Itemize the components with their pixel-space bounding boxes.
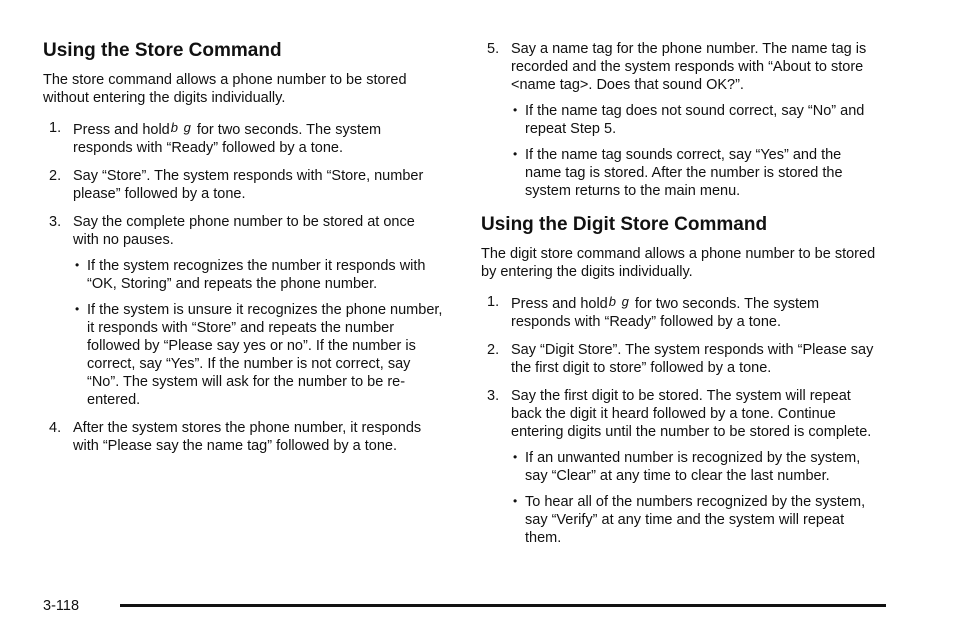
bullet-item: • If an unwanted number is recognized by the system, say “Clear” at any time to clear the last number.: [513, 449, 861, 484]
step-number: 2.: [487, 341, 500, 358]
digit-step-3: [481, 387, 881, 547]
bullet-icon: •: [75, 257, 80, 272]
page-number: 3-118: [43, 598, 80, 614]
bullet-item: • If the system is unsure it recognizes the phone number, it responds with “Store” and repeats the number followed by “Please say yes or no”. If the number is correct, say “Yes”. If the number is not correct, say “No”. The system will ask for the number to be re-entered.: [75, 301, 443, 408]
step-text: Press and hold: [73, 121, 170, 138]
bullet-item: • If the name tag does not sound correct, say “No” and repeat Step 5.: [513, 103, 865, 137]
footer-rule: [120, 604, 886, 607]
section-heading-digit-store: Using the Digit Store Command: [481, 214, 768, 235]
step-5-bullets: [511, 102, 881, 200]
digit-store-intro: The digit store command allows a phone number to be stored by entering the digits individually.: [481, 245, 876, 280]
step-number: 1.: [49, 119, 62, 136]
step-number: 3.: [49, 213, 62, 230]
step-number: 3.: [487, 387, 500, 404]
bullet-item: • If the system recognizes the number it responds with “OK, Storing” and repeats the phone number.: [75, 257, 426, 292]
step-text: Say “Digit Store”. The system responds with “Please say the first digit to store” followed by a tone.: [511, 341, 874, 376]
store-step-3: [43, 213, 443, 409]
bullet-item: • To hear all of the numbers recognized by the system, say “Verify” at any time and the system will repeat them.: [513, 493, 866, 546]
step-text: Say a name tag for the phone number. The name tag is recorded and the system responds with “About to store <name tag>. Does that sound OK?”.: [511, 41, 867, 93]
store-steps-continued: [481, 40, 881, 200]
store-steps: [43, 119, 443, 455]
digit-step-2: [481, 341, 881, 377]
bullet-icon: •: [513, 493, 518, 508]
step-text: Say “Store”. The system responds with “Store, number please” followed by a tone.: [73, 167, 424, 202]
store-step-1: [43, 119, 443, 157]
bullet-icon: •: [513, 449, 518, 464]
bullet-icon: •: [75, 301, 80, 316]
step-number: 5.: [487, 41, 500, 57]
step-text: for two seconds. The system responds with “Ready” followed by a tone.: [511, 295, 820, 330]
store-intro: The store command allows a phone number to be stored without entering the digits individually.: [43, 71, 407, 106]
bullet-icon: •: [513, 103, 518, 117]
digit-step-1: [481, 293, 881, 331]
digit-step-3-bullets: [511, 449, 881, 547]
step-number: 1.: [487, 293, 500, 310]
store-step-5: [481, 40, 881, 200]
step-text: After the system stores the phone number, it responds with “Please say the name tag” followed by a tone.: [73, 419, 422, 454]
right-column: [481, 40, 881, 557]
step-text: Press and hold: [511, 295, 608, 312]
phone-talk-icon: b g: [170, 119, 192, 135]
step-text: Say the complete phone number to be stored at once with no pauses.: [73, 213, 415, 248]
digit-store-steps: [481, 293, 881, 547]
step-number: 2.: [49, 167, 62, 184]
store-step-2: [43, 167, 443, 203]
step-text: Say the first digit to be stored. The system will repeat back the digit it heard followed by a tone. Continue entering digits until the number to be stored is complete.: [511, 387, 872, 440]
left-column: [43, 40, 443, 465]
section-heading-store: Using the Store Command: [43, 40, 282, 61]
step-3-bullets: [73, 257, 443, 409]
step-text: for two seconds. The system responds with “Ready” followed by a tone.: [73, 121, 382, 156]
bullet-item: • If the name tag sounds correct, say “Yes” and the name tag is stored. After the number is stored the system returns to the main menu.: [513, 147, 843, 199]
bullet-icon: •: [513, 147, 518, 161]
store-step-4: [43, 419, 443, 455]
step-number: 4.: [49, 419, 62, 436]
phone-talk-icon: b g: [608, 293, 630, 309]
